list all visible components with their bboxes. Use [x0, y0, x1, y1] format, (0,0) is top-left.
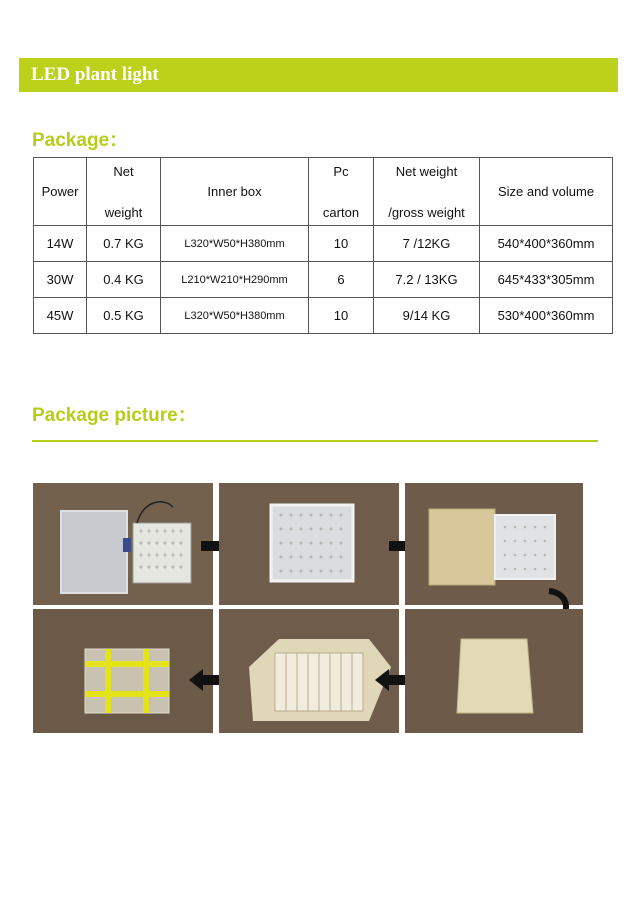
header-net-weight-line2: weight: [104, 204, 143, 220]
table-header-row: [34, 158, 613, 226]
table-row: [34, 262, 613, 298]
cell-pc-carton: 10: [309, 226, 374, 262]
header-power: Power: [34, 158, 87, 226]
title-banner: [19, 58, 618, 92]
header-pc-line2: carton: [322, 204, 360, 220]
cell-inner-box: L210*W210*H290mm: [161, 262, 309, 298]
header-net-weight-line1: Net: [113, 163, 134, 179]
cell-pc-carton: 6: [309, 262, 374, 298]
cell-power: 14W: [34, 226, 87, 262]
cell-net-weight: 0.4 KG: [87, 262, 161, 298]
photo-panel-with-bag: [33, 483, 213, 605]
cell-power: 45W: [34, 298, 87, 334]
header-size-volume: Size and volume: [480, 158, 613, 226]
package-picture-heading: Package picture：: [32, 405, 197, 426]
cell-pc-carton: 10: [309, 298, 374, 334]
photo-open-carton: [219, 609, 399, 733]
cell-size-volume: 645*433*305mm: [480, 262, 613, 298]
package-photo-collage: [33, 483, 583, 733]
cell-gross-weight: 7.2 / 13KG: [374, 262, 480, 298]
header-pc-line1: Pc: [333, 163, 349, 179]
table-row: [34, 226, 613, 262]
banner-title: LED plant light: [31, 64, 159, 85]
section-divider: [32, 440, 598, 442]
photo-panel-in-bag: [219, 483, 399, 605]
package-table: [33, 157, 613, 334]
cell-net-weight: 0.7 KG: [87, 226, 161, 262]
header-pc-carton: [309, 158, 374, 226]
cell-net-weight: 0.5 KG: [87, 298, 161, 334]
cell-gross-weight: 9/14 KG: [374, 298, 480, 334]
cell-power: 30W: [34, 262, 87, 298]
cell-gross-weight: 7 /12KG: [374, 226, 480, 262]
header-inner-box: Inner box: [161, 158, 309, 226]
table-row: [34, 298, 613, 334]
cell-size-volume: 530*400*360mm: [480, 298, 613, 334]
cell-inner-box: L320*W50*H380mm: [161, 226, 309, 262]
cell-inner-box: L320*W50*H380mm: [161, 298, 309, 334]
header-gross-weight: [374, 158, 480, 226]
header-gross-line2: /gross weight: [388, 204, 465, 220]
cell-size-volume: 540*400*360mm: [480, 226, 613, 262]
photo-sealed-carton: [405, 609, 583, 733]
package-heading: Package：: [32, 130, 129, 151]
header-net-weight: [87, 158, 161, 226]
photo-wrapped-carton: [33, 609, 213, 733]
header-gross-line1: Net weight: [395, 163, 458, 179]
